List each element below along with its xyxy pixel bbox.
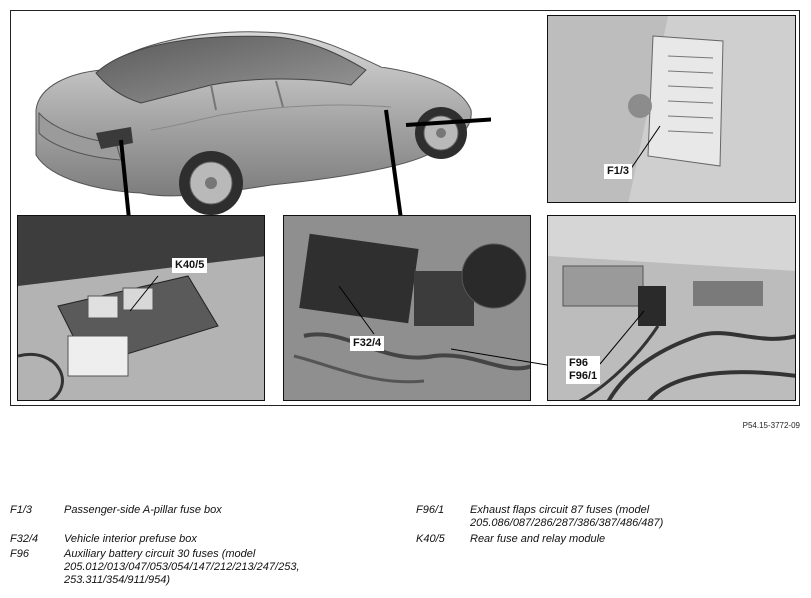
legend-description: Vehicle interior prefuse box — [64, 533, 197, 545]
callout-k40-5: K40/5 — [172, 258, 207, 273]
legend-description: Passenger-side A-pillar fuse box — [64, 504, 222, 516]
legend-code: F1/3 — [10, 504, 33, 516]
figure-reference: P54.15-3772-09 — [742, 421, 800, 430]
callout-f32-4: F32/4 — [350, 336, 384, 351]
legend-code: F96/1 — [416, 504, 445, 516]
legend-code: K40/5 — [416, 533, 445, 545]
callout-f1-3: F1/3 — [604, 164, 632, 179]
legend-description: Exhaust flaps circuit 87 fuses (model 205.086/087/286/287/386/387/486/487) — [470, 504, 664, 529]
legend-code: F32/4 — [10, 533, 39, 545]
callout-f96-1-label: F96/1 — [569, 370, 598, 382]
legend-code: F96 — [10, 548, 29, 560]
callout-f96-label: F96 — [569, 357, 588, 369]
legend-description: Auxiliary battery circuit 30 fuses (model 205.012/013/047/053/054/147/212/213/247/253, 253.311/354/911/954) — [64, 548, 300, 586]
legend-description: Rear fuse and relay module — [470, 533, 606, 545]
